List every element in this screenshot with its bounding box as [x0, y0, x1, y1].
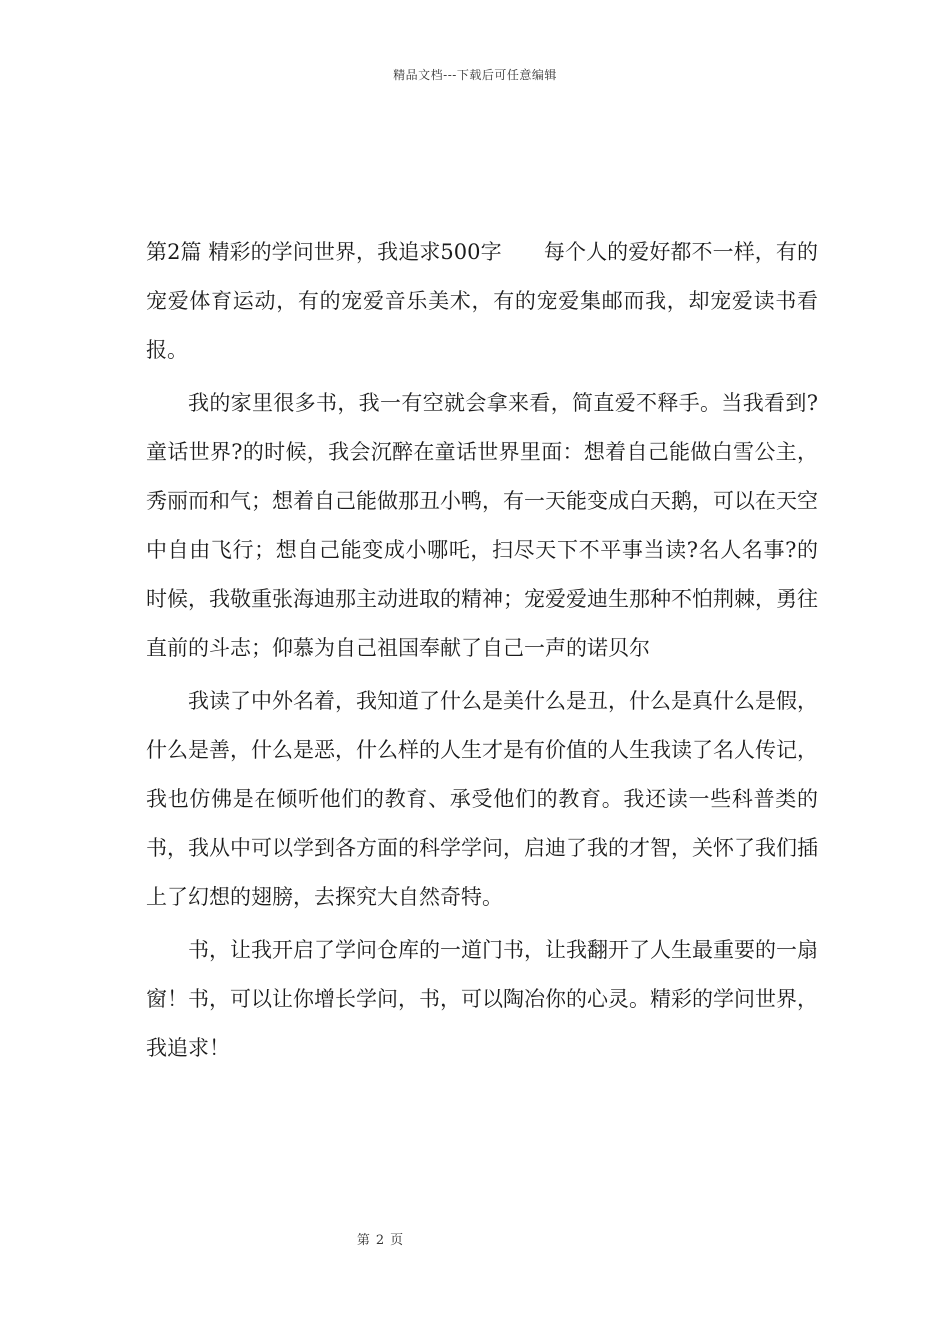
paragraph-2: 我的家里很多书，我一有空就会拿来看，简直爱不释手。当我看到?童话世界?的时候，我会沉醉在童话世界里面：想着自己能做白雪公主，秀丽而和气；想着自己能做那丑小鸭，有一天能变成白天鹅，可以在天空中自由飞行；想自己能变成小哪吒，扫尽天下不平事当读?名人名事?的时候，我敬重张海迪那主动进取的精神；宠爱爱迪生那种不怕荆棘，勇往直前的斗志；仰慕为自己祖国奉献了自己一声的诺贝尔: [146, 391, 818, 660]
paragraph-4: 书，让我开启了学问仓库的一道门书，让我翻开了人生最重要的一扇窗！书，可以让你增长学问，书，可以陶冶你的心灵。精彩的学问世界，我追求！: [146, 938, 818, 1060]
page-header: 精品文档---下载后可任意编辑: [393, 68, 557, 82]
paragraph-1: 第2篇 精彩的学问世界，我追求500字 每个人的爱好都不一样，有的宠爱体育运动，有的宠爱音乐美术，有的宠爱集邮而我，却宠爱读书看报。: [146, 240, 818, 362]
page-label-prefix: 第: [356, 1233, 370, 1248]
article-body: [146, 228, 818, 1077]
page-number: 2: [375, 1233, 385, 1248]
paragraph-3: 我读了中外名着，我知道了什么是美什么是丑，什么是真什么是假，什么是善，什么是恶，什么样的人生才是有价值的人生我读了名人传记，我也仿佛是在倾听他们的教育、承受他们的教育。我还读一些科普类的书，我从中可以学到各方面的科学学问，启迪了我的才智，关怀了我们插上了幻想的翅膀，去探究大自然奇特。: [146, 689, 818, 909]
page-label-suffix: 页: [390, 1233, 404, 1248]
page-footer: [0, 1229, 760, 1248]
